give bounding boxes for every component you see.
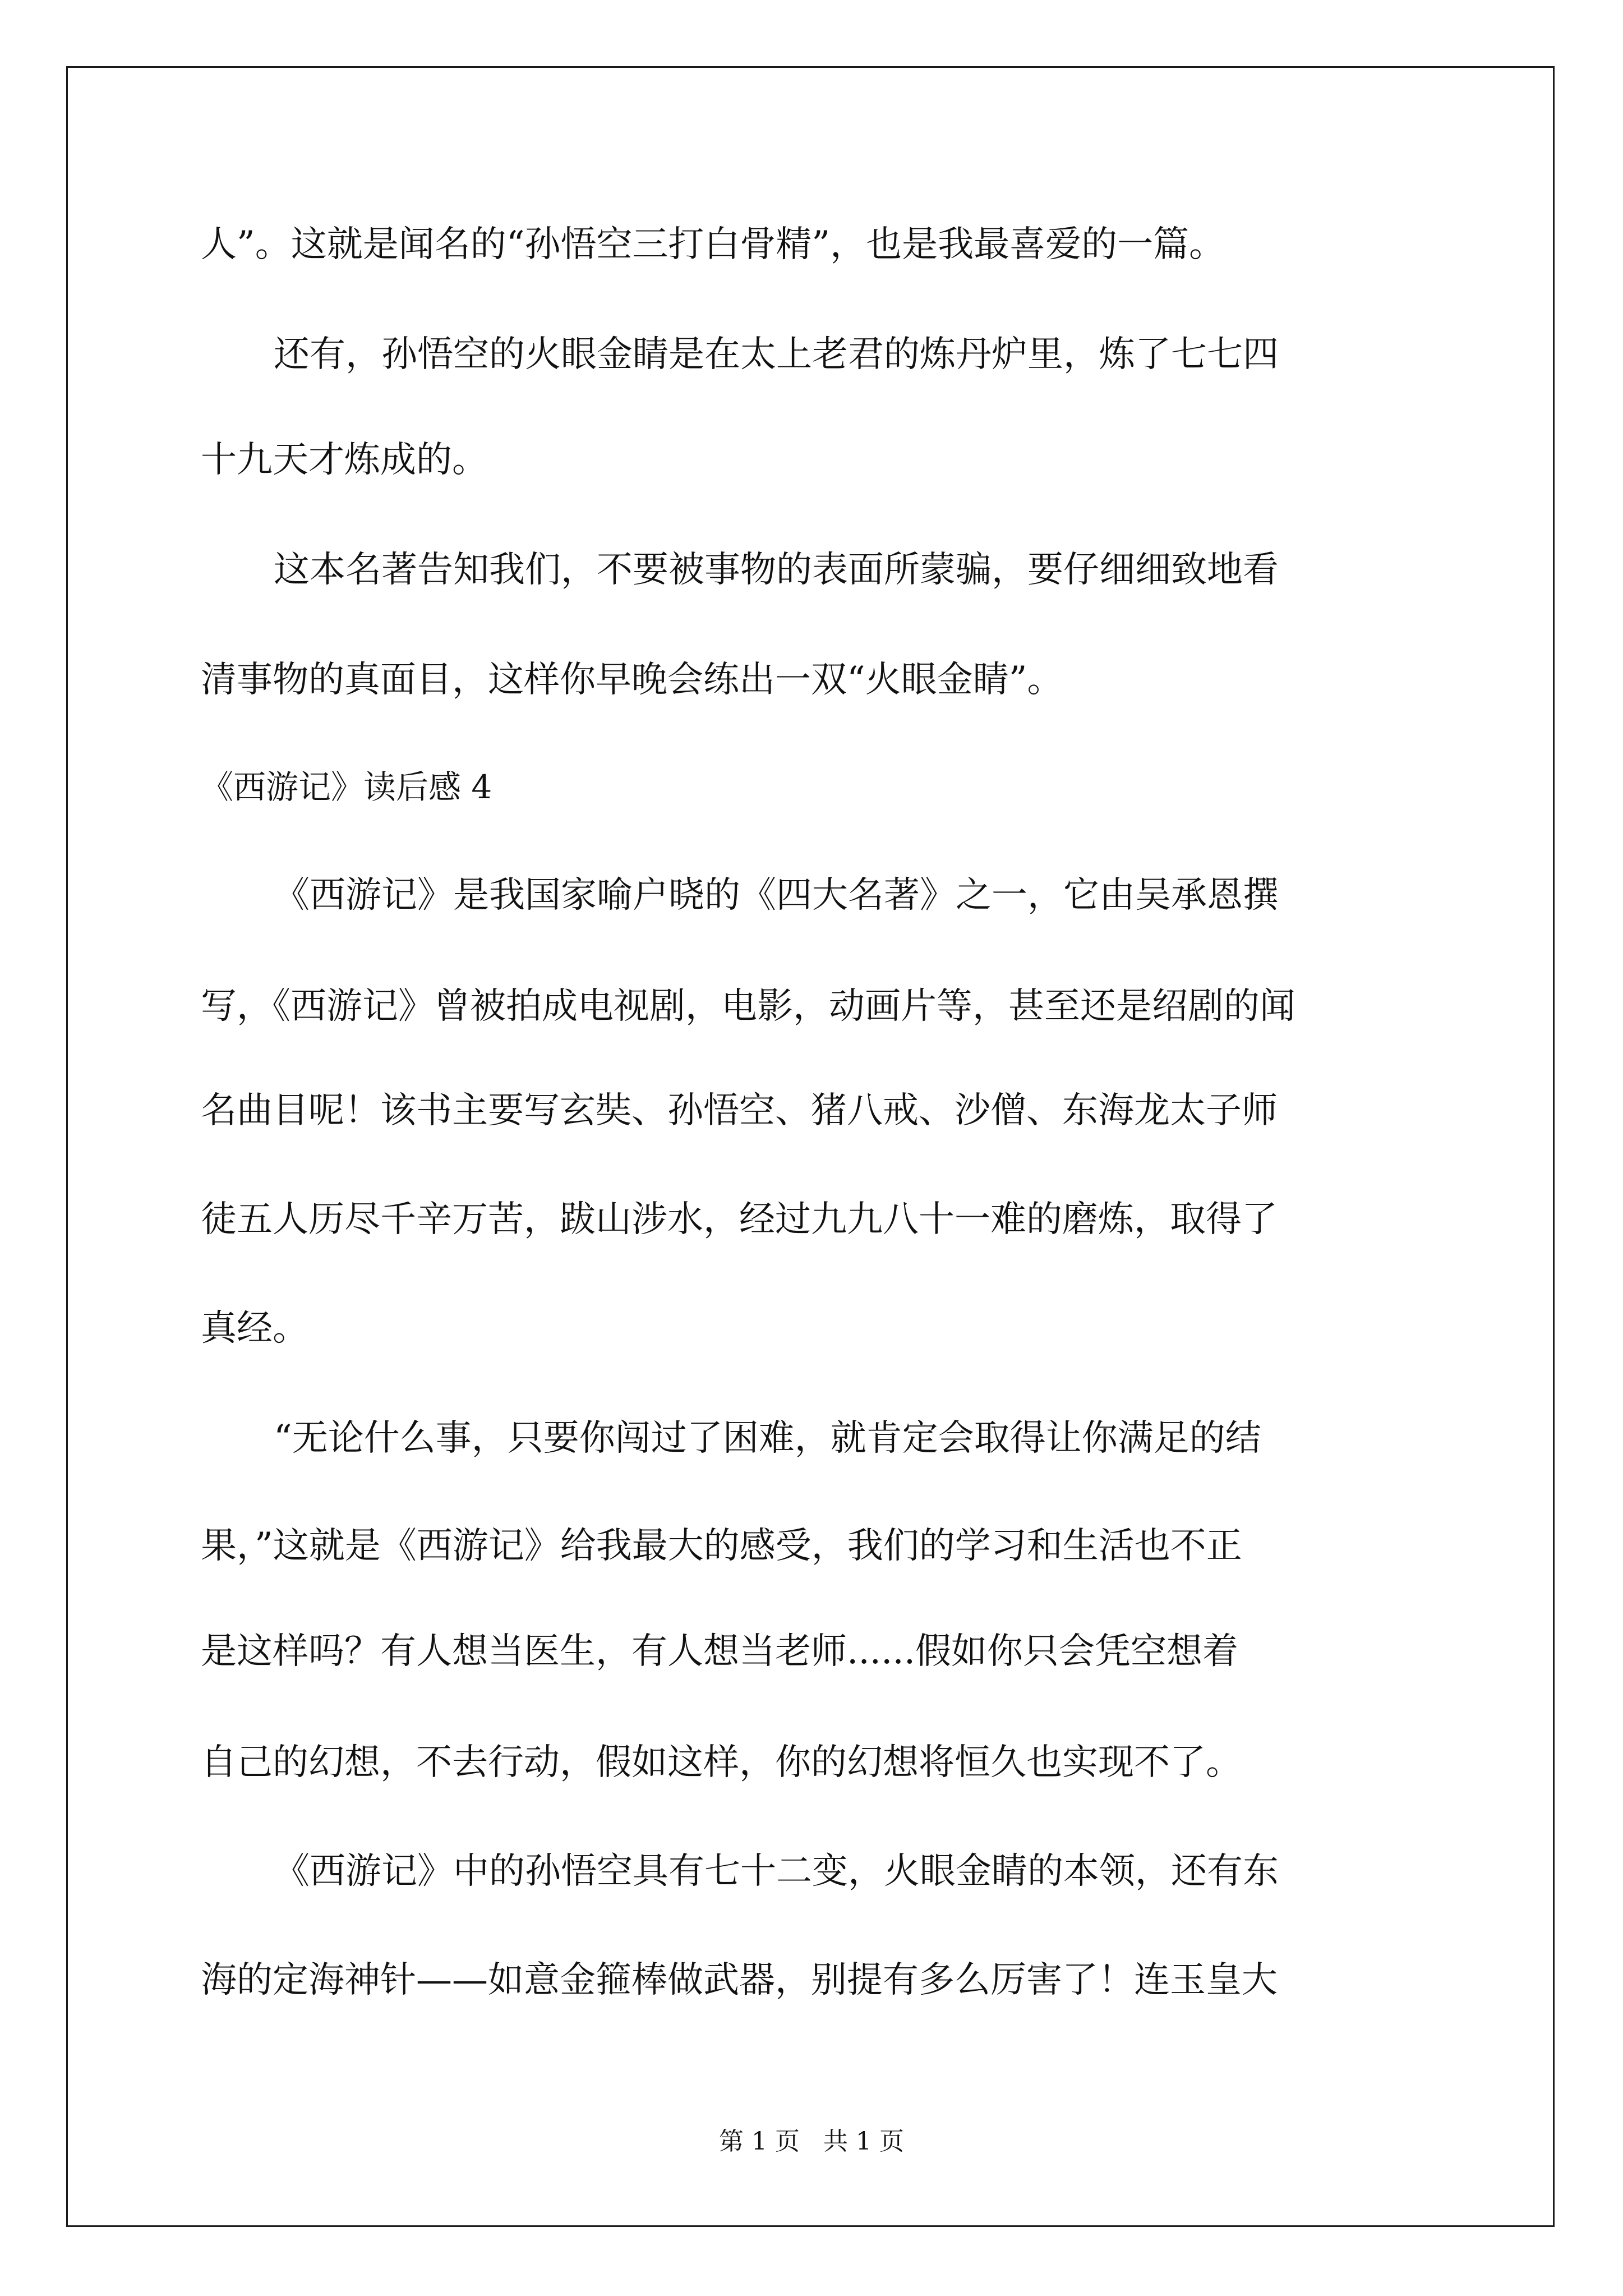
paragraph-line: 《西游记》是我国家喻户晓的《四大名著》之一，它由吴承恩撰 bbox=[274, 875, 1279, 916]
paragraph-line: 自己的幻想，不去行动，假如这样，你的幻想将恒久也实现不了。 bbox=[201, 1742, 1242, 1783]
section-heading: 《西游记》读后感 4 bbox=[201, 768, 492, 806]
paragraph-line: 《西游记》中的孙悟空具有七十二变，火眼金睛的本领，还有东 bbox=[274, 1851, 1279, 1892]
paragraph-line: 徒五人历尽千辛万苦，跋山涉水，经过九九八十一难的磨炼，取得了 bbox=[201, 1199, 1278, 1240]
paragraph-line: 人”。这就是闻名的“孙悟空三打白骨精”，也是我最喜爱的一篇。 bbox=[201, 224, 1225, 265]
paragraph-line: 清事物的真面目，这样你早晚会练出一双“火眼金睛”。 bbox=[201, 659, 1063, 701]
paragraph-line: 真经。 bbox=[201, 1308, 308, 1349]
paragraph-line: 这本名著告知我们，不要被事物的表面所蒙骗，要仔细细致地看 bbox=[274, 549, 1279, 591]
page-border bbox=[66, 66, 1555, 2227]
paragraph-line: “无论什么事，只要你闯过了困难，就肯定会取得让你满足的结 bbox=[274, 1418, 1261, 1459]
paragraph-line: 十九天才炼成的。 bbox=[201, 439, 488, 481]
paragraph-line: 是这样吗？有人想当医生，有人想当老师......假如你只会凭空想着 bbox=[201, 1631, 1239, 1672]
paragraph-line: 写，《西游记》曾被拍成电视剧，电影，动画片等，甚至还是绍剧的闻 bbox=[201, 986, 1295, 1027]
paragraph-line: 还有，孙悟空的火眼金睛是在太上老君的炼丹炉里，炼了七七四 bbox=[274, 334, 1279, 375]
paragraph-line: 果，”这就是《西游记》给我最大的感受，我们的学习和生活也不正 bbox=[201, 1525, 1242, 1567]
paragraph-line: 海的定海神针——如意金箍棒做武器，别提有多么厉害了！连玉皇大 bbox=[201, 1959, 1278, 2001]
page-footer: 第 1 页 共 1 页 bbox=[719, 2127, 904, 2156]
paragraph-line: 名曲目呢！该书主要写玄奘、孙悟空、猪八戒、沙僧、东海龙太子师 bbox=[201, 1090, 1278, 1131]
